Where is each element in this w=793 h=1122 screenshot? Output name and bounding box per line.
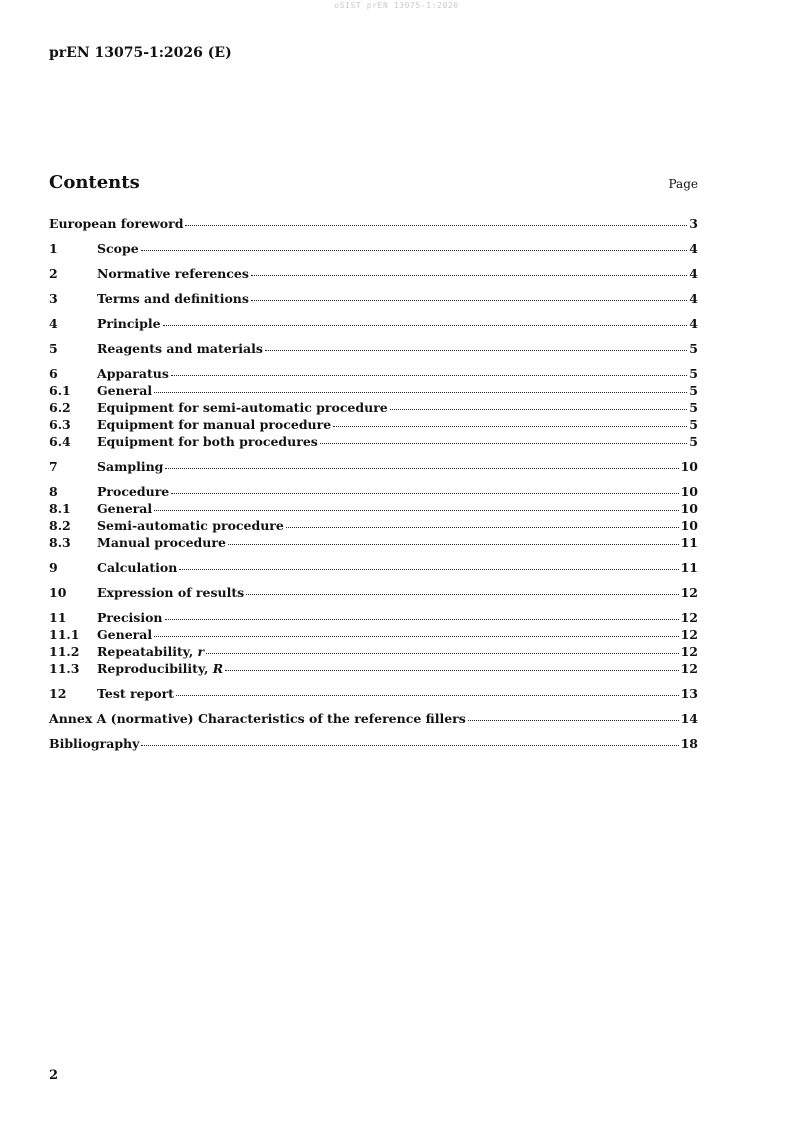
toc-entry-title-text: Semi-automatic procedure	[97, 518, 284, 533]
toc-entry-title-text: Manual procedure	[97, 535, 226, 550]
dot-leader	[390, 409, 688, 410]
toc-entry-title	[97, 517, 284, 534]
toc-entry-title-text: Scope	[97, 241, 139, 256]
toc-entry-number: 11	[49, 610, 67, 625]
toc-entry[interactable]	[49, 534, 698, 551]
contents-heading: Contents	[49, 172, 140, 193]
toc-entry-page: 12	[680, 661, 698, 676]
toc-entry-title-text: Sampling	[97, 459, 164, 474]
toc-entry-number: 11.2	[49, 644, 80, 659]
toc-entry-title-text: Procedure	[97, 484, 170, 499]
toc-entry-page: 12	[680, 585, 698, 600]
toc-entry-number: 9	[49, 560, 58, 575]
toc-entry-title	[97, 315, 161, 332]
toc-entry[interactable]	[49, 290, 698, 307]
dot-leader	[246, 594, 678, 595]
toc-entry-page: 10	[680, 518, 698, 533]
toc-entry[interactable]	[49, 365, 698, 382]
toc-entry-title-text: Equipment for semi-automatic procedure	[97, 400, 388, 415]
toc-entry-title-text: European foreword	[49, 216, 184, 231]
toc-entry-title	[97, 626, 152, 643]
toc-entry-number: 10	[49, 585, 67, 600]
dot-leader	[141, 250, 688, 251]
dot-leader	[286, 527, 679, 528]
toc-entry[interactable]	[49, 660, 698, 677]
toc-entry[interactable]	[49, 240, 698, 257]
toc-entry-number: 1	[49, 241, 58, 256]
toc-entry-title	[97, 416, 331, 433]
toc-entry[interactable]	[49, 416, 698, 433]
toc-entry-title	[97, 340, 263, 357]
toc-entry-page: 13	[680, 686, 698, 701]
toc-entry-page: 4	[689, 241, 698, 256]
toc-entry-number: 6.4	[49, 434, 71, 449]
toc-entry-number: 2	[49, 266, 58, 281]
toc-entry-title-text: Terms and definitions	[97, 291, 249, 306]
toc-entry-title	[97, 500, 152, 517]
toc-entry-number: 11.1	[49, 627, 80, 642]
toc-entry[interactable]	[49, 517, 698, 534]
toc-entry-title-text: Repeatability,	[97, 644, 198, 659]
dot-leader	[141, 745, 678, 746]
toc-entry[interactable]	[49, 315, 698, 332]
dot-leader	[165, 619, 679, 620]
dot-leader	[468, 720, 679, 721]
toc-entry-number: 7	[49, 459, 58, 474]
toc-entry[interactable]	[49, 735, 698, 752]
toc-entry-number: 12	[49, 686, 67, 701]
toc-entry-title-text: Test report	[97, 686, 174, 701]
toc-entry[interactable]	[49, 609, 698, 626]
toc-entry-page: 12	[680, 644, 698, 659]
toc-entry-number: 11.3	[49, 661, 80, 676]
dot-leader	[251, 300, 687, 301]
dot-leader	[333, 426, 687, 427]
toc-entry-title	[97, 609, 163, 626]
toc-entry-page: 10	[680, 459, 698, 474]
toc-entry[interactable]	[49, 458, 698, 475]
dot-leader	[206, 653, 678, 654]
toc-entry-title-text: General	[97, 501, 153, 516]
toc-entry-title-text: Expression of results	[97, 585, 245, 600]
watermark: oSIST prEN 13075-1:2026	[334, 1, 459, 10]
toc-entry-number: 6.2	[49, 400, 71, 415]
dot-leader	[179, 569, 678, 570]
dot-leader	[185, 225, 687, 226]
dot-leader	[251, 275, 687, 276]
toc-entry-title-text: Normative references	[97, 266, 249, 281]
toc-entry[interactable]	[49, 382, 698, 399]
toc-entry[interactable]	[49, 685, 698, 702]
toc-entry[interactable]	[49, 215, 698, 232]
toc-entry-title-text: Reproducibility,	[97, 661, 213, 676]
toc-entry-page: 5	[689, 434, 698, 449]
toc-entry-page: 11	[680, 535, 698, 550]
toc-entry-number: 8	[49, 484, 58, 499]
toc-entry-title	[97, 240, 139, 257]
dot-leader	[176, 695, 679, 696]
toc-entry-page: 5	[689, 417, 698, 432]
dot-leader	[154, 510, 678, 511]
toc-entry-number: 4	[49, 316, 58, 331]
dot-leader	[171, 493, 678, 494]
toc-entry-title	[97, 685, 174, 702]
toc-entry-number: 6.3	[49, 417, 71, 432]
toc-entry-title-text: Calculation	[97, 560, 178, 575]
toc-entry-page: 5	[689, 366, 698, 381]
toc-entry-page: 12	[680, 610, 698, 625]
toc-entry-page: 10	[680, 501, 698, 516]
toc-entry-title-text: Equipment for manual procedure	[97, 417, 332, 432]
toc-entry[interactable]	[49, 340, 698, 357]
dot-leader	[154, 392, 687, 393]
toc-entry[interactable]	[49, 265, 698, 282]
toc-entry-page: 4	[689, 266, 698, 281]
toc-entry[interactable]	[49, 710, 698, 727]
toc-entry-number: 8.3	[49, 535, 71, 550]
toc-entry-page: 5	[689, 383, 698, 398]
toc-entry-number: 8.1	[49, 501, 71, 516]
toc-entry-number: 6	[49, 366, 58, 381]
toc-entry-page: 5	[689, 400, 698, 415]
dot-leader	[154, 636, 678, 637]
toc-entry-title-text: Precision	[97, 610, 163, 625]
dot-leader	[163, 325, 688, 326]
toc-entry-title	[97, 265, 249, 282]
toc-entry[interactable]	[49, 483, 698, 500]
dot-leader	[171, 375, 687, 376]
toc-entry[interactable]	[49, 643, 698, 660]
toc-entry-title	[97, 483, 169, 500]
toc-entry-title-text: General	[97, 627, 153, 642]
toc-entry-title-text: Reagents and materials	[97, 341, 263, 356]
toc-entry-title	[97, 458, 163, 475]
toc-entry-title-text: Principle	[97, 316, 161, 331]
toc-entry[interactable]	[49, 399, 698, 416]
toc-entry[interactable]	[49, 433, 698, 450]
toc-entry-page: 12	[680, 627, 698, 642]
page-column-label: Page	[668, 177, 698, 191]
dot-leader	[225, 670, 678, 671]
toc-entry-title	[97, 382, 152, 399]
toc-entry-page: 4	[689, 316, 698, 331]
toc-entry-title	[97, 290, 249, 307]
toc-entry-title	[97, 433, 318, 450]
dot-leader	[265, 350, 687, 351]
toc-entry-title-text: Apparatus	[97, 366, 169, 381]
dot-leader	[228, 544, 679, 545]
toc-entry-symbol: R	[212, 661, 224, 676]
toc-entry-page: 4	[689, 291, 698, 306]
toc-entry[interactable]	[49, 500, 698, 517]
toc-entry-page: 10	[680, 484, 698, 499]
toc-entry-page: 11	[680, 560, 698, 575]
toc-entry-number: 3	[49, 291, 58, 306]
page-number: 2	[49, 1068, 59, 1083]
toc-entry-number: 8.2	[49, 518, 71, 533]
toc-entry-page: 14	[680, 711, 698, 726]
dot-leader	[320, 443, 687, 444]
toc-entry-title	[97, 534, 226, 551]
toc-entry-number: 6.1	[49, 383, 71, 398]
toc-entry-title-text: Equipment for both procedures	[97, 434, 318, 449]
toc-entry-title	[49, 735, 139, 752]
toc-entry-title-text: Annex A (normative) Characteristics of the reference fillers	[49, 711, 466, 726]
toc-entry-page: 18	[680, 736, 698, 751]
dot-leader	[165, 468, 678, 469]
toc-entry[interactable]	[49, 559, 698, 576]
toc-entry[interactable]	[49, 584, 698, 601]
toc-entry-number: 5	[49, 341, 58, 356]
document-id: prEN 13075-1:2026 (E)	[49, 45, 232, 61]
toc-entry-page: 5	[689, 341, 698, 356]
toc-entry-page: 3	[689, 216, 698, 231]
toc-entry-title	[97, 399, 388, 416]
toc-entry-title-text: Bibliography	[49, 736, 140, 751]
toc-entry-title	[97, 643, 204, 660]
toc-entry-title	[97, 365, 169, 382]
toc-entry-title-text: General	[97, 383, 153, 398]
toc-entry-symbol: r	[197, 644, 205, 659]
toc-entry-title	[97, 584, 244, 601]
toc-entry-title	[97, 559, 177, 576]
toc-entry[interactable]	[49, 626, 698, 643]
toc-entry-title	[49, 215, 183, 232]
toc-entry-title	[49, 710, 466, 727]
table-of-contents	[49, 215, 698, 752]
toc-entry-title	[97, 660, 223, 677]
